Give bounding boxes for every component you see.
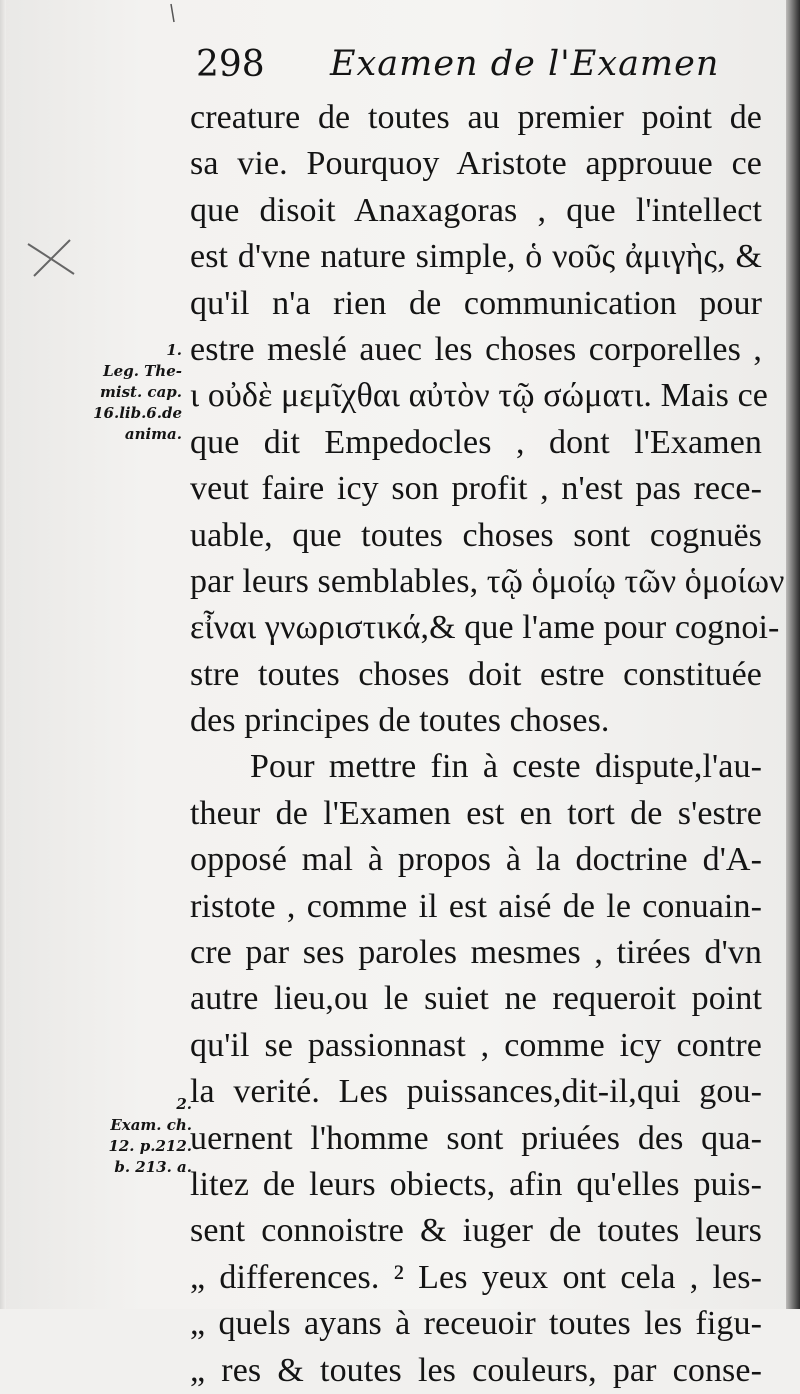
text-line: ι οὐδὲ μεμῖχθαι αὐτὸν τῷ σώματι. Mais ce: [190, 377, 768, 415]
text-line: sent connoistre & iuger de toutes leurs: [190, 1212, 762, 1250]
marginal-note-2: [62, 1094, 192, 1178]
text-line: opposé mal à propos à la doctrine d'A-: [190, 841, 762, 879]
text-line: que disoit Anaxagoras , que l'intellect: [190, 191, 762, 229]
marginal-note-line: Leg. The-: [103, 362, 182, 380]
marginal-note-line: mist. cap.: [100, 383, 182, 401]
marginal-note-line: 1.: [166, 341, 182, 359]
quoted-line: „ quels ayans à receuoir toutes les figu-: [190, 1305, 762, 1343]
text-line: εἶναι γνωριστικά,& que l'ame pour cognoi-: [190, 609, 780, 647]
text-line: qu'il se passionnast , comme icy contre: [190, 1026, 762, 1064]
text-line: qu'il n'a rien de communication pour: [190, 284, 762, 322]
text-line: ristote , comme il est aisé de le conuain-: [190, 887, 762, 925]
text-line: sa vie. Pourquoy Aristote approuue ce: [190, 145, 762, 183]
paragraph-start-line: Pour mettre fin à ceste dispute,l'au-: [250, 748, 762, 786]
text-line: la verité. Les puissances,dit-il,qui gou-: [190, 1073, 762, 1111]
text-line: uable, que toutes choses sont cognuës: [190, 516, 762, 554]
text-line: theur de l'Examen est en tort de s'estre: [190, 794, 762, 832]
text-line: par leurs semblables, τῷ ὁμοίῳ τῶν ὁμοίων: [190, 562, 785, 600]
quoted-line: „ res & toutes les couleurs, par conse-: [190, 1351, 762, 1389]
text-line: est d'vne nature simple, ὁ νοῦς ἀμιγὴς, &: [190, 238, 762, 276]
text-line: cre par ses paroles mesmes , tirées d'vn: [190, 934, 762, 972]
text-line: litez de leurs obiects, afin qu'elles puis-: [190, 1165, 762, 1203]
text-line: uernent l'homme sont priuées des qua-: [190, 1119, 762, 1157]
text-line: estre meslé auec les choses corporelles ,: [190, 330, 762, 368]
page-right-edge: [786, 0, 800, 1309]
pen-cross-mark-icon: [24, 236, 78, 280]
page-number: 298: [196, 44, 265, 85]
body-text: [190, 95, 785, 1394]
marginal-note-line: Exam. ch.: [110, 1116, 192, 1134]
marginal-note-1: [62, 340, 182, 445]
running-header: [196, 38, 756, 94]
text-line: veut faire icy son profit , n'est pas rece-: [190, 470, 762, 508]
text-line: des principes de toutes choses.: [190, 702, 610, 740]
marginal-note-line: 2.: [176, 1095, 192, 1113]
marginal-note-line: 16.lib.6.de: [93, 404, 182, 422]
marginal-note-line: 12. p.212.: [108, 1137, 192, 1155]
tick-mark-icon: [168, 2, 178, 24]
quoted-line: „ differences. ² Les yeux ont cela , les-: [190, 1258, 762, 1296]
running-title: Examen de l'Examen: [330, 44, 720, 84]
text-line: stre toutes choses doit estre constituée: [190, 655, 762, 693]
text-line: que dit Empedocles , dont l'Examen: [190, 423, 762, 461]
marginal-note-line: b. 213. a.: [114, 1158, 192, 1176]
page-left-edge: [0, 0, 6, 1309]
text-line: creature de toutes au premier point de: [190, 99, 762, 136]
marginal-note-line: anima.: [124, 425, 182, 443]
text-line: autre lieu,ou le suiet ne requeroit point: [190, 980, 762, 1018]
